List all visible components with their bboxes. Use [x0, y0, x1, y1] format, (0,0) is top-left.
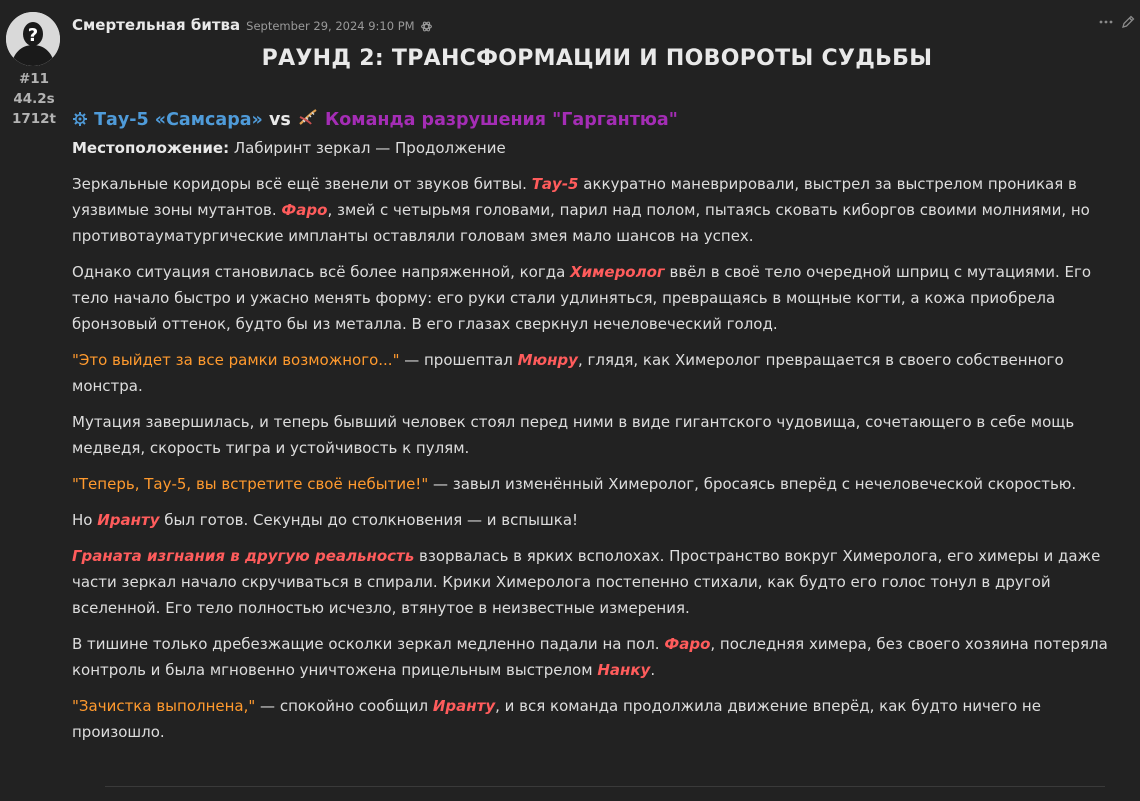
generation-duration: 44.2s — [13, 91, 55, 107]
story-paragraph-7 — [72, 543, 1122, 621]
location-label: Местоположение: — [72, 139, 230, 157]
paragraph-text: , змей с четырьмя головами, парил над полом, пытаясь сковать киборгов своими молниями, но противотауматургические импланты оставляли головам змея мало шансов на успех. — [72, 201, 1090, 245]
svg-text:?: ? — [27, 25, 39, 46]
post-body — [72, 40, 1122, 745]
paragraph-text: ввёл в своё тело очередной шприц с мутациями. Его тело начало быстро и ужасно менять форму: его руки стали удлиняться, превращаясь в мощные когти, а кожа приобрела бронзовый оттенок, будто бы из металла. В его глазах сверкнул нечеловеческий голод. — [72, 263, 1092, 333]
character-name: Фаро — [664, 635, 711, 653]
character-name: Иранту — [432, 697, 496, 715]
token-count: 1712t — [11, 111, 57, 127]
dna-icon — [297, 107, 319, 135]
character-name: Фаро — [281, 201, 328, 219]
paragraph-text: — спокойно сообщил — [255, 697, 433, 715]
character-name: Нанку — [597, 661, 651, 679]
story-paragraph-5 — [72, 471, 1122, 497]
dialogue-quote: "Зачистка выполнена," — [72, 697, 256, 715]
story-paragraph-9 — [72, 693, 1122, 745]
item-name: Граната изгнания в другую реальность — [72, 547, 415, 565]
versus-label: vs — [268, 110, 291, 130]
paragraph-text: В тишине только дребезжащие осколки зеркал медленно падали на пол. — [72, 635, 665, 653]
post-header — [72, 14, 433, 36]
location-value: Лабиринт зеркал — Продолжение — [229, 139, 506, 157]
story-paragraph-8 — [72, 631, 1122, 683]
paragraph-text: . — [650, 661, 656, 679]
post-meta — [0, 69, 66, 129]
paragraph-text: аккуратно маневрировали, выстрел за выстрелом проникая в уязвимые зоны мутантов. — [72, 175, 1077, 219]
team-b-name: Команда разрушения "Гаргантюа" — [324, 110, 678, 130]
character-name: Мюнру — [517, 351, 578, 369]
story-paragraph-6 — [72, 507, 1122, 533]
paragraph-text: , последняя химера, без своего хозяина потеряла контроль и была мгновенно уничтожена прицельным выстрелом — [72, 635, 1108, 679]
paragraph-text: был готов. Секунды до столкновения — и вспышка! — [159, 511, 579, 529]
paragraph-text: , глядя, как Химеролог превращается в своего собственного монстра. — [72, 351, 1064, 395]
story-paragraph-3 — [72, 347, 1122, 399]
character-name: Химеролог — [570, 263, 665, 281]
character-name: Тау-5 — [531, 175, 579, 193]
gear-icon — [72, 109, 88, 135]
paragraph-text: Зеркальные коридоры всё ещё звенели от звуков битвы. — [72, 175, 532, 193]
story-paragraph-1 — [72, 171, 1122, 249]
character-name: Иранту — [97, 511, 160, 529]
username[interactable]: Смертельная битва — [72, 16, 241, 34]
post-actions — [1098, 14, 1136, 30]
more-options-icon[interactable] — [1098, 14, 1114, 30]
round-title: РАУНД 2: ТРАНСФОРМАЦИИ И ПОВОРОТЫ СУДЬБЫ — [261, 46, 933, 71]
post-divider — [105, 786, 1105, 787]
paragraph-text: — прошептал — [399, 351, 518, 369]
story-paragraph-4: Мутация завершилась, и теперь бывший человек стоял перед ними в виде гигантского чудовища, сочетающего в себе мощь медведя, скорость тигра и устойчивость к пулям. — [72, 413, 1075, 457]
dialogue-quote: "Это выйдет за все рамки возможного..." — [72, 351, 400, 369]
pencil-icon[interactable] — [1120, 14, 1136, 30]
paragraph-text: Но — [72, 511, 98, 529]
paragraph-text: — завыл изменённый Химеролог, бросаясь вперёд с нечеловеческой скоростью. — [428, 475, 1077, 493]
matchup-heading — [72, 107, 1122, 135]
openai-icon — [420, 20, 433, 33]
post-number: #11 — [18, 71, 50, 87]
paragraph-text: , и вся команда продолжила движение вперёд, как будто ничего не произошло. — [72, 697, 1041, 741]
paragraph-text: взорвалась в ярких всполохах. Пространство вокруг Химеролога, его химеры и даже части зеркал начало скручиваться в спирали. Крики Химеролога постепенно стихали, как будто его голос тонул в другой вселенной. Его тело полностью исчезло, втянутое в неизвестные измерения. — [72, 547, 1101, 617]
avatar-silhouette-icon — [6, 12, 60, 66]
dialogue-quote: "Теперь, Тау-5, вы встретите своё небытие!" — [72, 475, 429, 493]
paragraph-text: Однако ситуация становилась всё более напряженной, когда — [72, 263, 571, 281]
avatar[interactable] — [6, 12, 60, 66]
location-line — [72, 135, 1122, 161]
post-date[interactable]: September 29, 2024 9:10 PM — [246, 19, 415, 33]
story-paragraph-2 — [72, 259, 1122, 337]
team-a-name: Тау-5 «Самсара» — [94, 110, 263, 130]
